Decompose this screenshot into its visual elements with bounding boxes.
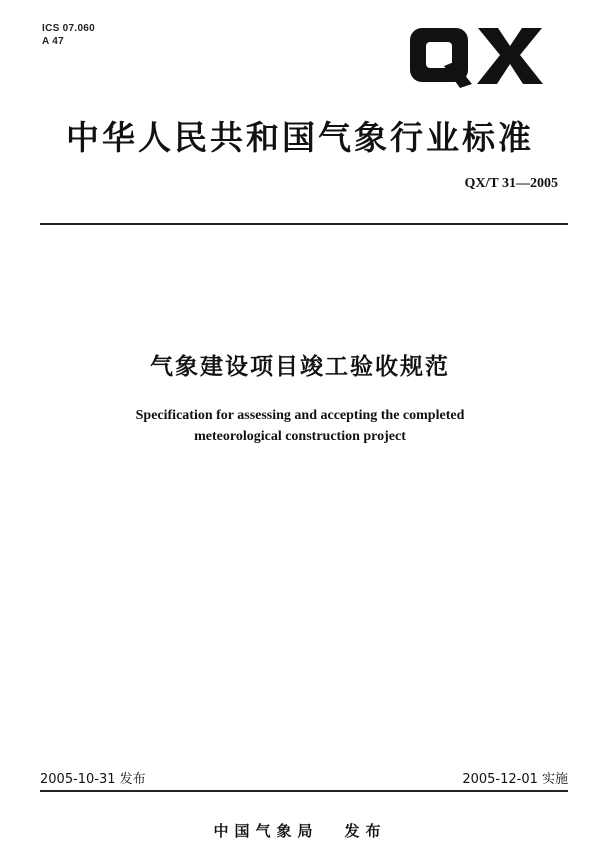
- chinese-title: 气象建设项目竣工验收规范: [150, 354, 450, 380]
- ics-code: ICS 07.060: [42, 23, 96, 34]
- issue-date: 2005-10-31 发布: [40, 772, 146, 787]
- publisher-name: 中国气象局: [213, 822, 319, 840]
- standard-number: QX/T 31—2005: [464, 176, 558, 191]
- qx-logo: [406, 22, 544, 92]
- ccs-code: A 47: [42, 36, 64, 47]
- english-title-line-2: meteorological construction project: [194, 429, 406, 444]
- standard-category: 中华人民共和国气象行业标准: [66, 118, 534, 157]
- english-title: [0, 405, 600, 447]
- implementation-date: 2005-12-01 实施: [462, 772, 568, 787]
- top-divider: [40, 223, 568, 225]
- publisher-action: 发布: [344, 822, 387, 840]
- english-title-line-1: Specification for assessing and accepting the completed: [135, 408, 465, 423]
- publisher-line: [0, 820, 600, 841]
- bottom-divider: [40, 790, 568, 792]
- classification-codes: [42, 22, 95, 48]
